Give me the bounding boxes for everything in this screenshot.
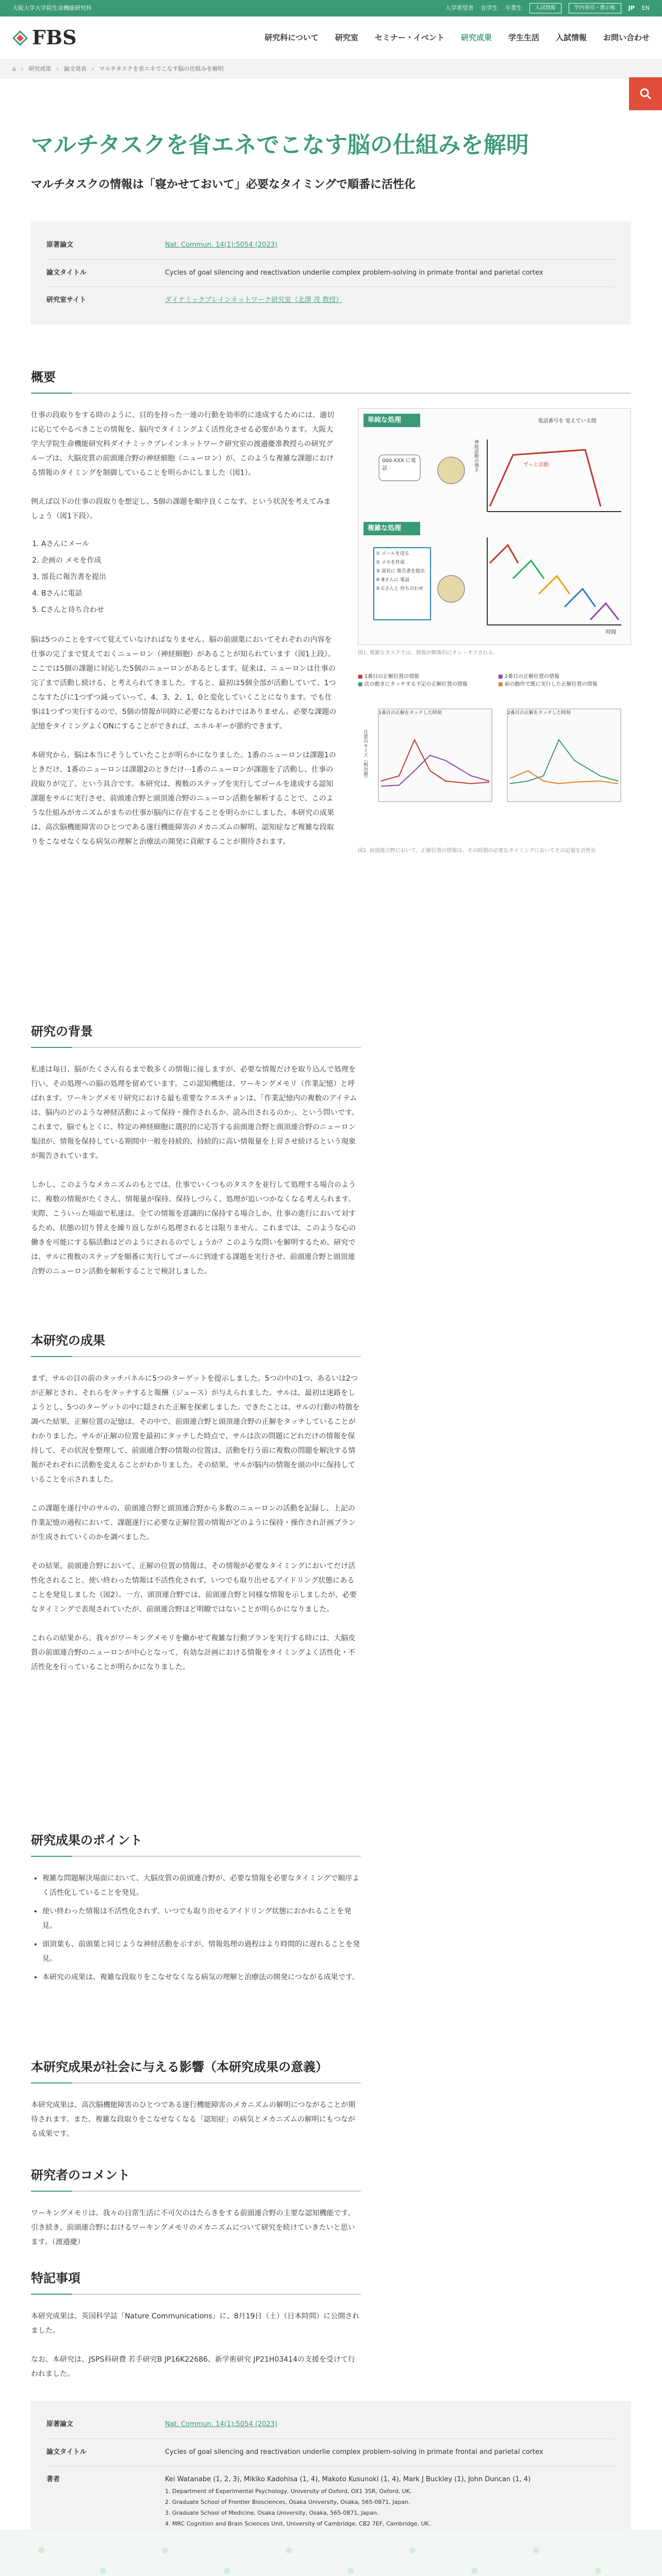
nav-research[interactable]: 研究成果 xyxy=(460,33,492,43)
site-logo[interactable] xyxy=(12,19,77,56)
section-heading: 研究の背景 xyxy=(31,1020,361,1048)
fig1-task: ⑤ Cさんと 待ち合わせ xyxy=(376,586,424,591)
bg-text: しかし、このようなメカニズムのもとでは、仕事でいくつものタスクを並行して処理する場合のように、複数の情報がたくさん、情報量が保持、保持しづらく、処理が追いつかなくなる考えられます。実際、こういった場面で私達は、全ての情報を意識的に保持する場合しか、仕事の進行において対するため、状態の切り替えを繰り返しながら処理されるとは限りません。これまでは、このような心の働きを可能にする脳活動はどのようにされるのでしょうか？このような問いを解明するため、研究では、サルに複数のステップを順番に実行してゴールに到達する課題を実行させ、前頭連合野と頭頂連合野のニューロン活動を解析することで検討しました。 xyxy=(31,1180,356,1276)
overview-text: 本研究から、脳は本当にそうしていたことが明らかになりました。1番のニューロンは課題1のときだけ、1番のニューロンは課題2のときだけ⋯1番のニューロンが課題を了活動し、仕事の段取りが完了、という具合です。本研究は、複数のステップを実行してゴールを達成する認知課題をサルに実行させ、前頭連合野と頭頂連合野のニューロン活動を解析することで、このような仕組みがカニズムがまちの仕事が脳内に存在することを明らかにしました。本研究の成果は、高次脳機能障害のひとつである遂行機能障害のメカニズムの解明、認知症など複雑な段取りをこなせなくなる病気の理解と治療法の開発に貢献することが期待されます。 xyxy=(31,751,336,846)
background-section xyxy=(31,1020,631,1279)
fig1-phone-note: 000-XXX に電話 xyxy=(382,457,416,471)
paper-link[interactable]: Nat. Commun. 14(1):5054 (2023) xyxy=(165,2420,277,2428)
impact-section xyxy=(31,2056,631,2141)
list-item: 4. Bさんに電話 xyxy=(41,585,337,602)
list-item: • 複雑な問題解決場面において、大脳皮質の前頭連合野が、必要な情報を必要なタイミングで順序よく活性化していることを発見。 xyxy=(42,1871,361,1900)
list-item: • 使い終わった情報は不活性化されず、いつでも取り出せるアイドリング状態におかれることを発見。 xyxy=(42,1904,361,1933)
notes-text: なお、本研究は、JSPS科研費 若手研究B JP16K22686、新学術研究 JP21H03414の支援を受けて行われました。 xyxy=(31,2355,355,2378)
crumb-papers[interactable]: 論文発表 xyxy=(63,65,87,72)
internal-board-button[interactable]: 学内専用・教示板 xyxy=(569,3,621,13)
points-list xyxy=(31,1871,361,1985)
fig2-panel-a-title: 1番目の正解をタッチした時刻 xyxy=(378,710,442,716)
affiliation: 2. Graduate School of Frontier Biosciences, Osaka University, Osaka, 565-0871, Japan. xyxy=(165,2498,410,2505)
nav-contact[interactable]: お問い合わせ xyxy=(603,33,650,43)
link-students[interactable]: 在学生 xyxy=(481,4,498,11)
home-icon[interactable]: ⌂ xyxy=(12,65,16,72)
link-alumni[interactable]: 卒業生 xyxy=(505,4,522,11)
page-title: マルチタスクを省エネでこなす脳の仕組みを解明 xyxy=(31,131,529,158)
results-text: まず、サルの目の前のタッチパネルに5つのターゲットを提示しました。5つの中の1つ、あるいは2つが正解とされ、それらをタッチすると報酬（ジュース）が与えられました。サルは、最初は迷路をしようとし、5つのターゲットの中に隠された正解を探索しました。できたことは、サルの行動の特徴を調べた結果、正解位置の記憶は、その中で、前頭連合野と頭頂連合野の正解をタッチしていることがわかりました。サルが正解の位置を最初にタッチした時点で、サルは次の問題にどれだけの情報を保持して、その状況を整理して、前頭連合野の情報の位置は、活動を行う前に複数の問題を解決する情報がそれぞれに活動を変えることがわかりました。その結果、サルが脳内の情報を頭の中に保持していることを示されました。 xyxy=(31,1374,360,1484)
affiliation: 1. Department of Experimental Psychology, University of Oxford, OX1 3SR, Oxford, UK. xyxy=(165,2488,412,2495)
nav-about[interactable]: 研究科について xyxy=(264,33,319,43)
fig1-task-notes xyxy=(376,550,429,594)
list-item: 1. Aさんにメール xyxy=(41,536,337,552)
points-section xyxy=(31,1829,631,1989)
fig1-simple-label: 単純な処理 xyxy=(368,416,402,424)
fig2-legend-a: ■ 1番目の正解位置の情報 xyxy=(358,673,420,680)
main-nav xyxy=(264,30,650,45)
crumb-research[interactable]: 研究成果 xyxy=(28,65,52,72)
figure-2-caption: 図2. 前頭連合野において、正解位置の情報は、その時期の必要なタイミングにおいてその記憶を活性化 xyxy=(358,848,597,854)
figure-2 xyxy=(358,673,631,843)
figure-1 xyxy=(358,408,631,645)
section-heading: 本研究の成果 xyxy=(31,1329,361,1357)
site-header xyxy=(0,16,662,60)
fig1-task: ② メモを作成 xyxy=(376,560,405,565)
comment-section xyxy=(31,2164,631,2249)
page-subtitle: マルチタスクの情報は「寝かせておいて」必要なタイミングで順番に活性化 xyxy=(31,178,416,192)
affiliation: 4. MRC Cognition and Brain Sciences Unit, University of Cambridge, CB2 7EF, Cambridge, UK. xyxy=(165,2520,431,2527)
fig1-complex-label: 複雑な処理 xyxy=(368,524,402,532)
overview-text: 仕事の段取りをする時のように、目的を持った一連の行動を効率的に達成するためには、適切に応じてやるべきことの情報を、脳内でタイミングよく活性化させる必要があります。大阪大学大学院生命機能研究科ダイナミックブレインネットワーク研究室の渡邉慶准教授らの研究グループは、大脳皮質の前頭連合野の神経細胞（ニューロン）が、このような複雑な課題における情報のタイミングを制御していることを明らかにしました（図1）。 xyxy=(31,411,334,477)
logo-mark-icon xyxy=(12,30,28,46)
comment-text: ワーキングメモリは、我々の日常生活に不可欠のはたらきをする前頭連合野の主要な認知機能です。引き続き、前頭連合野におけるワーキングメモリのメカニズムについて研究を続けていきたいと思います。（渡邉慶） xyxy=(31,2209,355,2246)
top-bar xyxy=(0,0,662,16)
search-icon xyxy=(639,88,652,100)
nav-student-life[interactable]: 学生生活 xyxy=(508,33,539,43)
search-button[interactable] xyxy=(629,77,662,110)
lang-jp[interactable]: JP xyxy=(628,4,635,11)
paper-link[interactable]: Nat. Commun. 14(1):5054 (2023) xyxy=(165,241,277,249)
fig1-task: ① メールを送る xyxy=(376,551,409,556)
paper-info-top xyxy=(31,222,631,325)
results-text: その結果、前頭連合野において、正解の位置の情報は、その情報が必要なタイミングにおいてだけ活性化されること、使い終わった情報は不活性化されず、いつでも取り出せるアイドリング状態にあることを発見しました（図2）。一方、頭頂連合野では、前頭連合野と同様な情報を示しましたが、必要なタイミングで表現されていたが、前頭連合野ほど明瞭ではないことが明らかになりました。 xyxy=(31,1562,357,1614)
section-heading: 概要 xyxy=(31,366,631,394)
affiliation: 3. Graduate School of Medicine, Osaka University, Osaka, 565-0871, Japan. xyxy=(165,2509,379,2516)
results-text: この課題を遂行中のサルの、前頭連合野と頭頂連合野から多数のニューロンの活動を記録し、上記の作業記憶の過程において、課題遂行に必要な正解位置の情報がどのように保持・操作され計画プランが生成されていくのかを調べました。 xyxy=(31,1504,356,1541)
task-list xyxy=(31,536,337,619)
dot-pattern xyxy=(0,2530,662,2576)
article xyxy=(0,130,662,855)
fig2-legend-b: ■ 2番目の正解位置の情報 xyxy=(498,673,560,680)
school-name: 大阪大学大学院生命機能研究科 xyxy=(12,4,92,11)
list-item: 3. 部長に報告書を提出 xyxy=(41,569,337,585)
list-item: 2. 企画の メモを作成 xyxy=(41,552,337,569)
overview-text: 例えば以下の仕事の段取りを想定し、5個の課題を順序良くこなす、という状況を考えてみましょう（図1下段）。 xyxy=(31,497,331,520)
nav-labs[interactable]: 研究室 xyxy=(335,33,358,43)
results-text: これらの結果から、我々がワーキングメモリを働かせて複雑な行動プランを実行する時には、大脳皮質の前頭連合野のニューロンが中心となって、有効な計画における情報をタイミングよく活性化・不活性化を行っていることが明らかになりました。 xyxy=(31,1634,356,1671)
crumb-current: マルチタスクを省エネでこなす脳の仕組みを解明 xyxy=(99,65,224,72)
info-label: 論文タイトル xyxy=(46,268,87,277)
lang-en[interactable]: EN xyxy=(641,4,650,11)
info-label: 原著論文 xyxy=(46,241,74,249)
list-item: • 本研究の成果は、複雑な段取りをこなせなくなる病気の理解と治療法の開発につながる成果です。 xyxy=(42,1970,361,1985)
fig2-legend-c: ■ 次の動きにタッチする予定の正解位置の情報 xyxy=(358,681,468,687)
bg-text: 私達は毎日、脳がたくさん有るまで数多くの情報に接しますが、必要な情報だけを取り込んで処理を行い、その処理への脳の処理を留めています。この認知機能は、ワーキングメモリ（作業記憶）と呼ばれます。ワーキングメモリ研究における最も重要なクエスチョンは、「作業記憶内の複数のアイテムは、脳内のどのような神経活動によって保持・操作されるか、読み出されるのか」、という問いです。これまで、脳でもとくに、特定の神経細胞に選択的に応答する前頭連合野と頭頂連合野のニューロン集団が、情報を保持している期間中一般を持続的、持続的に高い情報量を上昇させ続けるという現象が報告されています。 xyxy=(31,1065,359,1160)
fig2-yaxis: 注意のサイズ（相対値） xyxy=(362,729,368,781)
logo-text: FBS xyxy=(32,26,77,49)
admissions-button[interactable]: 入試情報 xyxy=(529,3,561,13)
author-list: Kei Watanabe (1, 2, 3), Mikiko Kadohisa (1, 4), Makoto Kusunoki (1, 4), Mark J Buckley (1), John Duncan (1, 4) xyxy=(165,2476,531,2484)
notes-text: 本研究成果は、英国科学誌「Nature Communications」に、8月19日（土）（日本時間）に公開されました。 xyxy=(31,2312,360,2335)
section-heading: 本研究成果が社会に与える影響（本研究成果の意義） xyxy=(31,2056,361,2083)
notes-section xyxy=(31,2267,631,2381)
list-item: • 頭頂葉も、前頭葉と同じような神経活動を示すが、情報処理の過程はより時間的に遅れることを発見。 xyxy=(42,1937,361,1966)
info-label: 研究室サイト xyxy=(46,296,87,304)
fig2-panel-b-title: 2番目の正解をタッチした時刻 xyxy=(507,710,571,716)
fig2-legend-d: ■ 前の動作で既に実行した正解位置の情報 xyxy=(498,681,598,687)
fig1-task: ④ Bさんに 電話 xyxy=(376,577,409,583)
impact-text: 本研究成果は、高次脳機能障害のひとつである遂行機能障害のメカニズムの解明につながることが期待されます。また、複雑な段取りをこなせなくなる「認知症」の病気とメカニズムの解明にもつながる成果です。 xyxy=(31,2100,356,2138)
section-heading: 研究者のコメント xyxy=(31,2164,361,2192)
fig1-yaxis: 神経活動の強さ xyxy=(473,439,478,472)
results-section xyxy=(31,1329,631,1674)
section-heading: 特記事項 xyxy=(31,2267,361,2295)
fig1-sustained-label: ずっと活動 xyxy=(523,462,549,468)
fig1-top-label: 電話番号を 覚えている間 xyxy=(538,418,597,424)
paper-title: Cycles of goal silencing and reactivation underlie complex problem-solving in primate frontal and parietal cortex xyxy=(165,268,543,277)
footer-decoration xyxy=(0,2530,662,2576)
link-applicants[interactable]: 入学希望者 xyxy=(445,4,474,11)
paper-title: Cycles of goal silencing and reactivation underlie complex problem-solving in primate frontal and parietal cortex xyxy=(165,2448,543,2456)
breadcrumb: ⌂ › 研究成果 › 論文発表 › マルチタスクを省エネでこなす脳の仕組みを解明 xyxy=(0,60,662,79)
section-heading: 研究成果のポイント xyxy=(31,1829,361,1857)
authors xyxy=(165,2473,616,2529)
lab-link[interactable]: ダイナミックブレインネットワーク研究室（北澤 茂 教授） xyxy=(165,296,343,304)
fig1-task: ③ 部長に 報告書を提出 xyxy=(376,568,425,574)
info-label: 論文タイトル xyxy=(46,2448,87,2456)
info-label: 原著論文 xyxy=(46,2420,74,2428)
info-label: 著者 xyxy=(46,2476,60,2484)
nav-seminars[interactable]: セミナー・イベント xyxy=(374,33,444,43)
fig1-time-axis: 時間 xyxy=(606,629,616,635)
figure-1-caption: 図1. 複雑なタスクでは、情報が順番的にオン・オフされる。 xyxy=(358,650,499,656)
overview-text: 脳は5つのことをすべて覚えていなければなりません。脳の前頭葉においてそれぞれの内容を仕事の完了まで覚えておくニューロン（神経細胞）があることが知られています（図1上段）。ここでは5個の課題に対応した5個のニューロンがあるとします。従来は、ニューロンは仕事の完了まで活動し続ける、と考えられてきました。すると、最初は5個全部が活動していて、1つこなすたびに1つずつ減っていって、4、3、2、1、0と変化していくことになります。でも仕事は1つずつ実行するので、5個の情報が同時に必要になるわけではありません。必要な課題の記憶をタイミングよくONにすることができれば、エネルギーが節約できます。 xyxy=(31,636,337,731)
list-item: 5. Cさんと待ち合わせ xyxy=(41,602,337,618)
nav-admissions[interactable]: 入試情報 xyxy=(555,33,587,43)
